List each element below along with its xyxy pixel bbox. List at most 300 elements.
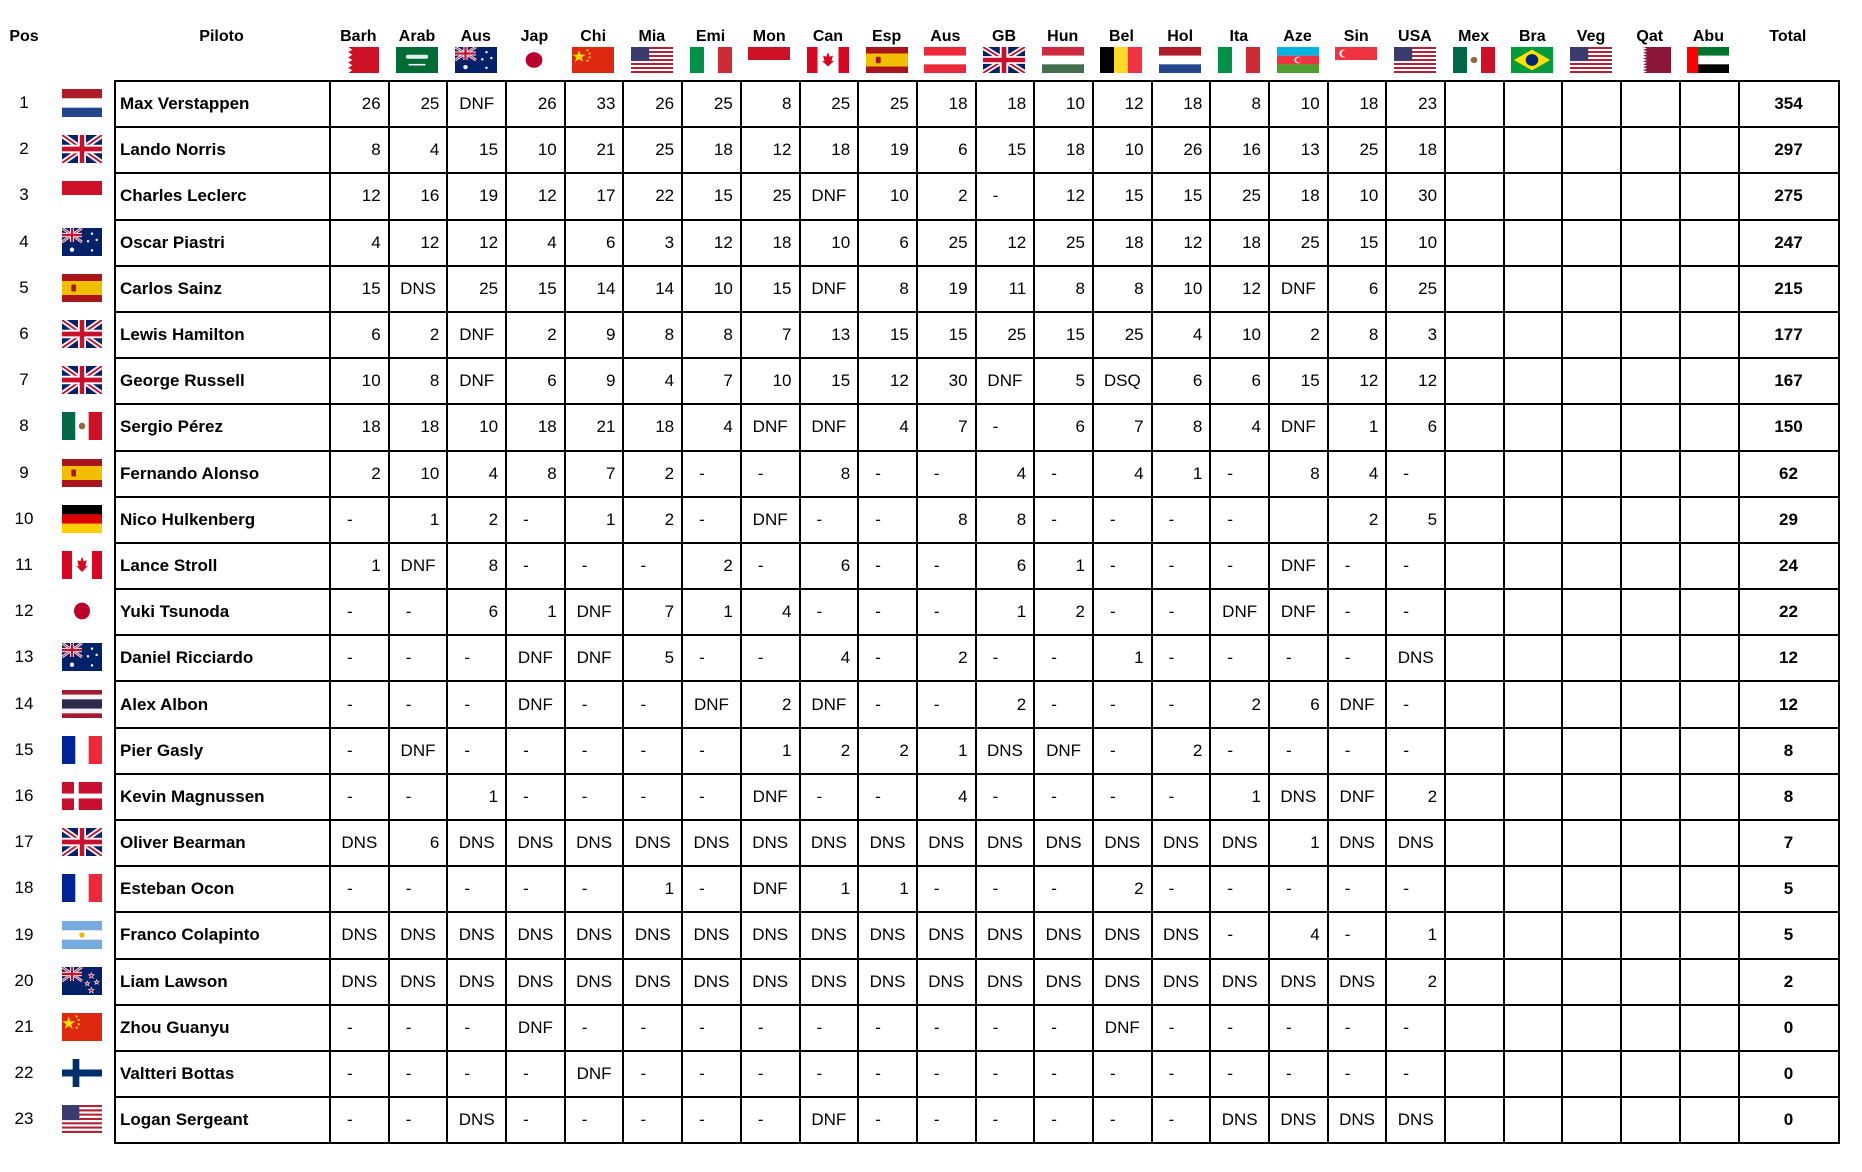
race-result-cell: DNS — [1386, 1097, 1445, 1143]
race-result-cell: 2 — [1093, 866, 1152, 912]
race-header-mia — [623, 28, 682, 82]
race-result-cell: 7 — [1093, 404, 1152, 450]
race-result-cell — [1504, 912, 1563, 958]
race-result-cell: DNS — [800, 820, 859, 866]
race-header-chi — [564, 28, 623, 82]
race-result-cell: 25 — [1034, 220, 1093, 266]
race-result-cell: 15 — [1152, 173, 1211, 219]
race-result-cell: - — [741, 1051, 800, 1097]
race-result-cell: - — [682, 635, 741, 681]
race-result-cell: 4 — [858, 404, 917, 450]
race-result-cell: DNF — [800, 1097, 859, 1143]
table-row — [115, 543, 1839, 589]
race-result-cell: DNF — [741, 774, 800, 820]
race-result-cell: DNS — [447, 820, 506, 866]
race-result-cell: DNS — [1210, 959, 1269, 1005]
race-result-cell: - — [976, 1097, 1035, 1143]
race-result-cell: 2 — [800, 728, 859, 774]
race-result-cell — [1562, 681, 1621, 727]
driver-name: Fernando Alonso — [115, 451, 330, 497]
driver-name: Daniel Ricciardo — [115, 635, 330, 681]
race-result-cell: 25 — [976, 312, 1035, 358]
total-points: 5 — [1739, 912, 1839, 958]
race-result-cell: 10 — [389, 451, 448, 497]
race-result-cell: 15 — [917, 312, 976, 358]
race-result-cell — [1621, 728, 1680, 774]
race-result-cell: - — [1152, 1097, 1211, 1143]
race-result-cell: - — [389, 1005, 448, 1051]
race-result-cell: 8 — [330, 127, 389, 173]
race-result-cell: - — [976, 774, 1035, 820]
race-result-cell — [1445, 589, 1504, 635]
race-result-cell: 2 — [858, 728, 917, 774]
driver-name: Lando Norris — [115, 127, 330, 173]
race-result-cell: - — [1328, 1005, 1387, 1051]
race-result-cell: 10 — [800, 220, 859, 266]
usa-flag-icon — [1386, 47, 1445, 73]
race-result-cell: - — [623, 543, 682, 589]
race-result-cell: 1 — [858, 866, 917, 912]
race-result-cell — [1680, 404, 1739, 450]
race-result-cell: 10 — [741, 358, 800, 404]
spain-flag-icon — [857, 47, 916, 73]
race-result-cell: 25 — [1269, 220, 1328, 266]
race-result-cell: 25 — [1386, 266, 1445, 312]
netherlands-flag-icon — [48, 80, 116, 126]
table-row — [115, 820, 1839, 866]
race-result-cell: 6 — [1034, 404, 1093, 450]
race-result-cell: 30 — [917, 358, 976, 404]
race-result-cell: - — [976, 1005, 1035, 1051]
race-result-cell: 1 — [623, 866, 682, 912]
race-result-cell — [1621, 912, 1680, 958]
race-result-cell: - — [1386, 866, 1445, 912]
race-result-cell: DNF — [1210, 589, 1269, 635]
position-number: 18 — [14, 878, 34, 898]
position-number: 10 — [14, 508, 34, 528]
race-result-cell: DNS — [565, 820, 624, 866]
race-result-cell: - — [858, 774, 917, 820]
race-result-cell: 18 — [741, 220, 800, 266]
position-number: 2 — [19, 139, 29, 159]
race-result-cell: DNF — [1328, 681, 1387, 727]
race-result-cell: 8 — [1210, 81, 1269, 127]
race-result-cell: - — [330, 1005, 389, 1051]
race-result-cell: 11 — [976, 266, 1035, 312]
race-result-cell: - — [741, 451, 800, 497]
race-result-cell: - — [623, 774, 682, 820]
race-result-cell — [1445, 1005, 1504, 1051]
race-result-cell: 1 — [1093, 635, 1152, 681]
race-result-cell: - — [858, 451, 917, 497]
race-result-cell: - — [858, 681, 917, 727]
race-result-cell: 16 — [1210, 127, 1269, 173]
total-points: 8 — [1739, 774, 1839, 820]
pos-column-header: Pos — [9, 28, 39, 45]
race-result-cell: 25 — [741, 173, 800, 219]
race-result-cell: - — [976, 1051, 1035, 1097]
race-result-cell — [1445, 497, 1504, 543]
uk-flag-icon — [48, 819, 116, 865]
driver-name: Franco Colapinto — [115, 912, 330, 958]
race-result-cell: - — [741, 635, 800, 681]
driver-name: Carlos Sainz — [115, 266, 330, 312]
race-result-cell: 13 — [1269, 127, 1328, 173]
race-result-cell: - — [1034, 774, 1093, 820]
race-result-cell: 18 — [1034, 127, 1093, 173]
race-result-cell — [1504, 866, 1563, 912]
race-result-cell: DNS — [623, 959, 682, 1005]
race-result-cell — [1445, 1097, 1504, 1143]
position-number: 7 — [19, 370, 29, 390]
race-result-cell: 10 — [330, 358, 389, 404]
race-result-cell — [1621, 497, 1680, 543]
race-result-cell: 4 — [506, 220, 565, 266]
race-result-cell: 15 — [1269, 358, 1328, 404]
race-result-cell: - — [330, 1051, 389, 1097]
race-result-cell — [1562, 959, 1621, 1005]
race-result-cell: 18 — [1386, 127, 1445, 173]
race-result-cell: DNS — [565, 959, 624, 1005]
race-result-cell: 6 — [1210, 358, 1269, 404]
race-header-gb — [975, 28, 1034, 82]
race-result-cell: 10 — [1034, 81, 1093, 127]
race-header-aus — [916, 28, 975, 82]
race-result-cell: 8 — [858, 266, 917, 312]
race-result-cell: 12 — [330, 173, 389, 219]
race-label: Mon — [752, 28, 786, 45]
race-result-cell: - — [682, 1097, 741, 1143]
race-result-cell: - — [1210, 635, 1269, 681]
driver-name: Max Verstappen — [115, 81, 330, 127]
race-result-cell: 9 — [565, 312, 624, 358]
position-number: 21 — [14, 1017, 34, 1036]
race-result-cell: DNS — [858, 820, 917, 866]
race-result-cell: - — [858, 635, 917, 681]
race-result-cell: 6 — [447, 589, 506, 635]
race-result-cell: 1 — [1386, 912, 1445, 958]
race-result-cell: 7 — [917, 404, 976, 450]
race-result-cell: DNS — [1093, 820, 1152, 866]
table-row — [115, 959, 1839, 1005]
race-label: Abu — [1692, 28, 1724, 45]
race-result-cell: - — [917, 543, 976, 589]
race-result-cell — [1445, 959, 1504, 1005]
total-points: 29 — [1739, 497, 1839, 543]
race-result-cell: - — [1034, 681, 1093, 727]
australia-flag-icon — [48, 219, 116, 265]
race-result-cell: DNS — [1210, 1097, 1269, 1143]
race-result-cell — [1445, 681, 1504, 727]
race-result-cell: 4 — [1152, 312, 1211, 358]
race-result-cell — [1504, 959, 1563, 1005]
race-result-cell: - — [1210, 1005, 1269, 1051]
race-header-mex — [1444, 28, 1503, 82]
race-result-cell — [1562, 312, 1621, 358]
race-result-cell: DNF — [1034, 728, 1093, 774]
table-row — [115, 1097, 1839, 1143]
race-result-cell: 1 — [800, 866, 859, 912]
race-result-cell — [1269, 497, 1328, 543]
canada-flag-icon — [48, 542, 116, 588]
race-result-cell: DNS — [741, 959, 800, 1005]
race-result-cell: 18 — [917, 81, 976, 127]
race-result-cell: 18 — [1269, 173, 1328, 219]
race-result-cell: 25 — [800, 81, 859, 127]
race-result-cell: 7 — [565, 451, 624, 497]
race-result-cell: - — [389, 866, 448, 912]
race-result-cell: - — [800, 589, 859, 635]
race-result-cell: 15 — [976, 127, 1035, 173]
uk-flag-icon — [48, 126, 116, 172]
race-label: Mex — [1458, 28, 1490, 45]
race-result-cell: - — [1034, 1051, 1093, 1097]
race-result-cell: DNS — [682, 912, 741, 958]
race-result-cell: - — [1328, 589, 1387, 635]
race-result-cell — [1504, 127, 1563, 173]
race-result-cell: 4 — [1210, 404, 1269, 450]
race-result-cell: - — [741, 1005, 800, 1051]
race-result-cell: 25 — [389, 81, 448, 127]
race-result-cell — [1504, 497, 1563, 543]
race-result-cell: 2 — [917, 635, 976, 681]
total-column-header: Total — [1769, 28, 1807, 45]
denmark-flag-icon — [48, 773, 116, 819]
race-result-cell: DNF — [565, 1051, 624, 1097]
race-result-cell: - — [976, 404, 1035, 450]
race-result-cell: - — [1269, 866, 1328, 912]
race-result-cell: 1 — [1328, 404, 1387, 450]
race-result-cell: 1 — [1269, 820, 1328, 866]
race-result-cell: - — [976, 173, 1035, 219]
race-result-cell: DNF — [800, 404, 859, 450]
france-flag-icon — [48, 727, 116, 773]
driver-name: Pier Gasly — [115, 728, 330, 774]
race-result-cell: DNF — [565, 635, 624, 681]
race-result-cell: DNS — [917, 820, 976, 866]
race-result-cell: 2 — [1386, 774, 1445, 820]
race-label: Veg — [1576, 28, 1606, 45]
position-number: 8 — [19, 416, 29, 436]
race-result-cell — [1562, 774, 1621, 820]
race-header-usa — [1386, 28, 1445, 82]
race-result-cell: - — [1210, 912, 1269, 958]
table-row — [115, 728, 1839, 774]
race-result-cell — [1504, 358, 1563, 404]
race-result-cell: - — [858, 1051, 917, 1097]
race-result-cell: 12 — [1210, 266, 1269, 312]
race-result-cell: 10 — [447, 404, 506, 450]
race-result-cell — [1621, 635, 1680, 681]
race-result-cell: - — [506, 774, 565, 820]
race-result-cell: 1 — [330, 543, 389, 589]
race-result-cell: 18 — [623, 404, 682, 450]
race-result-cell — [1680, 543, 1739, 589]
race-label: Aus — [930, 28, 961, 45]
race-result-cell — [1680, 1005, 1739, 1051]
race-result-cell: - — [682, 497, 741, 543]
thailand-flag-icon — [48, 681, 116, 727]
table-row — [115, 312, 1839, 358]
race-result-cell: DNS — [976, 912, 1035, 958]
race-result-cell: 25 — [1210, 173, 1269, 219]
position-number: 13 — [14, 647, 34, 667]
race-result-cell: 5 — [1386, 497, 1445, 543]
race-result-cell: 1 — [917, 728, 976, 774]
race-result-cell: 33 — [565, 81, 624, 127]
race-result-cell: - — [330, 774, 389, 820]
race-result-cell — [1680, 1097, 1739, 1143]
race-result-cell: 18 — [330, 404, 389, 450]
race-result-cell: - — [858, 589, 917, 635]
race-result-cell: 1 — [976, 589, 1035, 635]
race-result-cell: - — [917, 451, 976, 497]
race-result-cell: 3 — [1386, 312, 1445, 358]
race-result-cell — [1680, 451, 1739, 497]
race-result-cell: DNF — [741, 866, 800, 912]
race-result-cell: 4 — [741, 589, 800, 635]
table-row — [115, 127, 1839, 173]
race-result-cell: DNS — [858, 959, 917, 1005]
race-result-cell: 18 — [506, 404, 565, 450]
race-result-cell: DNS — [682, 820, 741, 866]
race-result-cell: - — [858, 497, 917, 543]
race-result-cell: - — [917, 589, 976, 635]
race-result-cell — [1621, 81, 1680, 127]
race-result-cell: DNS — [976, 728, 1035, 774]
race-header-aus — [446, 28, 505, 82]
race-result-cell: - — [506, 543, 565, 589]
race-header-ita — [1210, 28, 1269, 82]
race-result-cell: 2 — [623, 451, 682, 497]
race-result-cell — [1562, 220, 1621, 266]
race-result-cell: - — [389, 635, 448, 681]
race-result-cell: DNF — [1269, 543, 1328, 589]
race-result-cell — [1680, 127, 1739, 173]
race-result-cell — [1445, 173, 1504, 219]
position-number: 19 — [14, 924, 34, 944]
race-result-cell: - — [1386, 1005, 1445, 1051]
race-result-cell — [1621, 358, 1680, 404]
race-result-cell — [1680, 358, 1739, 404]
race-result-cell: DNF — [389, 543, 448, 589]
uk-flag-icon — [975, 47, 1034, 73]
race-result-cell: 18 — [1152, 81, 1211, 127]
race-result-cell: - — [447, 1051, 506, 1097]
race-result-cell: DNF — [447, 312, 506, 358]
race-result-cell — [1562, 81, 1621, 127]
race-result-cell: - — [1269, 635, 1328, 681]
race-result-cell: - — [330, 589, 389, 635]
race-result-cell — [1621, 220, 1680, 266]
race-result-cell: 1 — [565, 497, 624, 543]
race-result-cell: 12 — [1152, 220, 1211, 266]
race-result-cell: 15 — [1328, 220, 1387, 266]
race-result-cell: 1 — [389, 497, 448, 543]
total-points: 297 — [1739, 127, 1839, 173]
race-result-cell: - — [1386, 451, 1445, 497]
race-result-cell: - — [565, 1097, 624, 1143]
race-result-cell: - — [389, 1097, 448, 1143]
total-points: 2 — [1739, 959, 1839, 1005]
race-result-cell — [1680, 728, 1739, 774]
race-result-cell: DNS — [1152, 912, 1211, 958]
race-result-cell: - — [1152, 1005, 1211, 1051]
driver-name: Yuki Tsunoda — [115, 589, 330, 635]
race-result-cell: 10 — [858, 173, 917, 219]
race-result-cell — [1621, 1005, 1680, 1051]
monaco-flag-icon — [740, 47, 799, 73]
race-header-can — [799, 28, 858, 82]
spain-flag-icon — [48, 450, 116, 496]
race-label: Jap — [520, 28, 549, 45]
race-result-cell: DNF — [565, 589, 624, 635]
race-result-cell: 1 — [682, 589, 741, 635]
position-number: 6 — [19, 324, 29, 343]
race-result-cell: 15 — [858, 312, 917, 358]
race-result-cell: - — [447, 866, 506, 912]
race-result-cell: 4 — [389, 127, 448, 173]
race-result-cell — [1621, 404, 1680, 450]
race-result-cell: - — [565, 681, 624, 727]
race-result-cell — [1504, 312, 1563, 358]
race-result-cell: 2 — [682, 543, 741, 589]
race-result-cell: 26 — [330, 81, 389, 127]
race-result-cell — [1504, 635, 1563, 681]
race-result-cell: DNF — [1269, 266, 1328, 312]
race-label: Bel — [1108, 28, 1134, 45]
table-row — [115, 173, 1839, 219]
race-result-cell: 1 — [447, 774, 506, 820]
race-result-cell: 1 — [1210, 774, 1269, 820]
race-label: Esp — [871, 28, 902, 45]
race-result-cell — [1562, 1005, 1621, 1051]
race-result-cell — [1504, 728, 1563, 774]
race-result-cell: DNF — [976, 358, 1035, 404]
race-result-cell: 21 — [565, 127, 624, 173]
race-result-cell — [1680, 312, 1739, 358]
race-result-cell: - — [1034, 1097, 1093, 1143]
race-result-cell: - — [1386, 543, 1445, 589]
race-result-cell: 8 — [1152, 404, 1211, 450]
race-result-cell: 2 — [623, 497, 682, 543]
race-result-cell — [1562, 1051, 1621, 1097]
race-result-cell — [1562, 451, 1621, 497]
race-result-cell: - — [1152, 866, 1211, 912]
race-result-cell: 2 — [1386, 959, 1445, 1005]
race-result-cell: 15 — [330, 266, 389, 312]
race-result-cell: DNS — [389, 912, 448, 958]
race-result-cell: DNS — [800, 959, 859, 1005]
race-result-cell: - — [389, 681, 448, 727]
race-result-cell: 18 — [800, 127, 859, 173]
total-points: 24 — [1739, 543, 1839, 589]
race-result-cell — [1504, 1005, 1563, 1051]
race-result-cell: 8 — [682, 312, 741, 358]
race-result-cell — [1562, 866, 1621, 912]
race-result-cell: 4 — [330, 220, 389, 266]
race-result-cell: 4 — [1328, 451, 1387, 497]
position-number: 12 — [14, 601, 34, 621]
japan-flag-icon — [48, 588, 116, 634]
table-row — [115, 774, 1839, 820]
race-label: Hol — [1167, 28, 1194, 45]
table-row — [115, 404, 1839, 450]
race-result-cell: 25 — [917, 220, 976, 266]
race-result-cell: 2 — [917, 173, 976, 219]
race-result-cell: 15 — [741, 266, 800, 312]
race-result-cell: 5 — [1034, 358, 1093, 404]
